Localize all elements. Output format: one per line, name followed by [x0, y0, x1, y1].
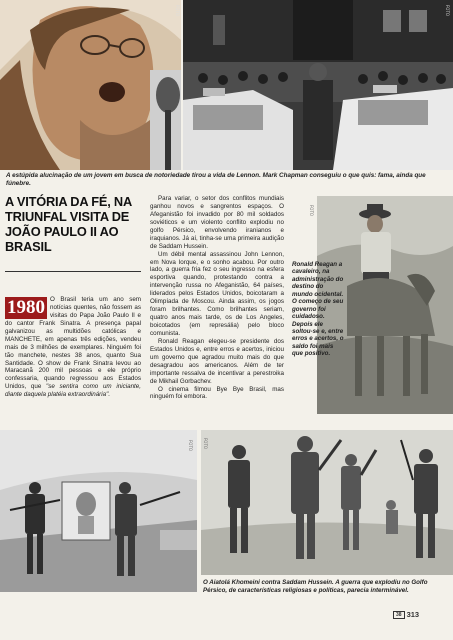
crowd-photo-illustration [183, 0, 453, 170]
photo-credit-top-left: FOTO [175, 5, 180, 17]
column-2-paragraph-2: Um débil mental assassinou John Lennon, em Nova Iorque, e o sonho acabou. Por outro lado, a guerra fria fez o seu ingresso na esfera esportiva quando, protestando contra a intervenção russa no Afeganistão, 64 países, liderados pelos Estados Unidos, boicotaram a Olimpíada de Moscou. Ainda assim, os jogos foram brilhantes. Como brilhantes seriam, quatro anos mais tarde, os de Los Angeles, boicotados (em represália) pelo bloco comunista. [150, 250, 284, 337]
photo-credit-top-right: FOTO [445, 5, 450, 17]
photo-khomeini-soldiers [201, 430, 453, 575]
year-badge: 1980 [7, 297, 45, 318]
column-2-paragraph-4: O cinema filmou Bye Bye Brasil, mas ninguém foi embora. [150, 385, 284, 401]
manchete-logo: 38 [393, 611, 405, 619]
article-headline: A VITÓRIA DA FÉ, NA TRIUNFAL VISITA DE JOÃO PAULO II AO BRASIL [5, 194, 132, 254]
photo-john-lennon [0, 0, 181, 170]
column-2-paragraph-1: Para variar, o setor dos conflitos mundiais ganhou novos e sangrentos espaços. O Afeganistão foi invadido por 80 mil soldados soviéticos e um violento conflito explodiu no golfo Pérsico, envolvendo iranianos e iraquianos. Já aí, tinha-se uma primeira audição de Saddam Hussein. [150, 195, 284, 250]
photo-credit-bottom-left: FOTO [188, 440, 193, 452]
page-number: 313 [406, 610, 420, 619]
photo-soldiers-poster [0, 430, 197, 592]
photo-credit-right: FOTO [309, 205, 314, 217]
column-2-paragraph-3: Ronald Reagan elegeu-se presidente dos Estados Unidos e, entre erros e acertos, iniciou um governo que agradou muito mais do que desagradou aos americanos. Além de ter importante ressalva de incentivar a perestroika de Mikhail Gorbachev. [150, 337, 284, 385]
soldiers-cheering-illustration [201, 430, 453, 575]
headline-divider [5, 271, 141, 272]
lennon-photo-illustration [0, 0, 181, 170]
reagan-caption: Ronald Reagan a cavaleiro, na administração do destino do mundo ocidental. O começo de seu governo foi cuidadoso. Depois ele soltou-se e, entre erros e acertos, o saldo foi mais que positivo. [292, 261, 344, 358]
sinatra-quote: "se sentira como um iniciante, diante daquela platéia extraordinária". [5, 383, 141, 399]
body-column-2 [150, 195, 284, 401]
bottom-photo-caption: O Aiatolá Khomeini contra Saddam Hussein. A guerra que explodiu no Golfo Pérsico, de características religiosas e políticas, parecia interminável. [203, 579, 428, 594]
photo-crowd-police [183, 0, 453, 170]
body-column-1 [5, 296, 141, 399]
column-1-text: O Brasil teria um ano sem notícias quentes, não fossem as visitas do Papa João Paulo II e do cantor Frank Sinatra. A presença papal galvanizou as multidões católicas e MANCHETE, em apenas três edições, vendeu mais de 3 milhões de exemplares. Ninguém foi tão manchete, nestes 38 anos, quanto Sua Santidade. O show de Frank Sinatra levou ao Maracanã 200 mil pessoas e ele próprio confessaria, quando regressou aos Estados Unidos, que [5, 296, 141, 391]
soldiers-photo-illustration [0, 430, 197, 592]
page-folio [393, 610, 419, 619]
photo-credit-bottom-right: FOTO [203, 438, 208, 450]
top-photo-caption: A estúpida alucinação de um jovem em busca de notoriedade tirou a vida de Lennon. Mark Chapman conseguiu o que quis: fama, ainda que fúnebre. [6, 172, 426, 187]
